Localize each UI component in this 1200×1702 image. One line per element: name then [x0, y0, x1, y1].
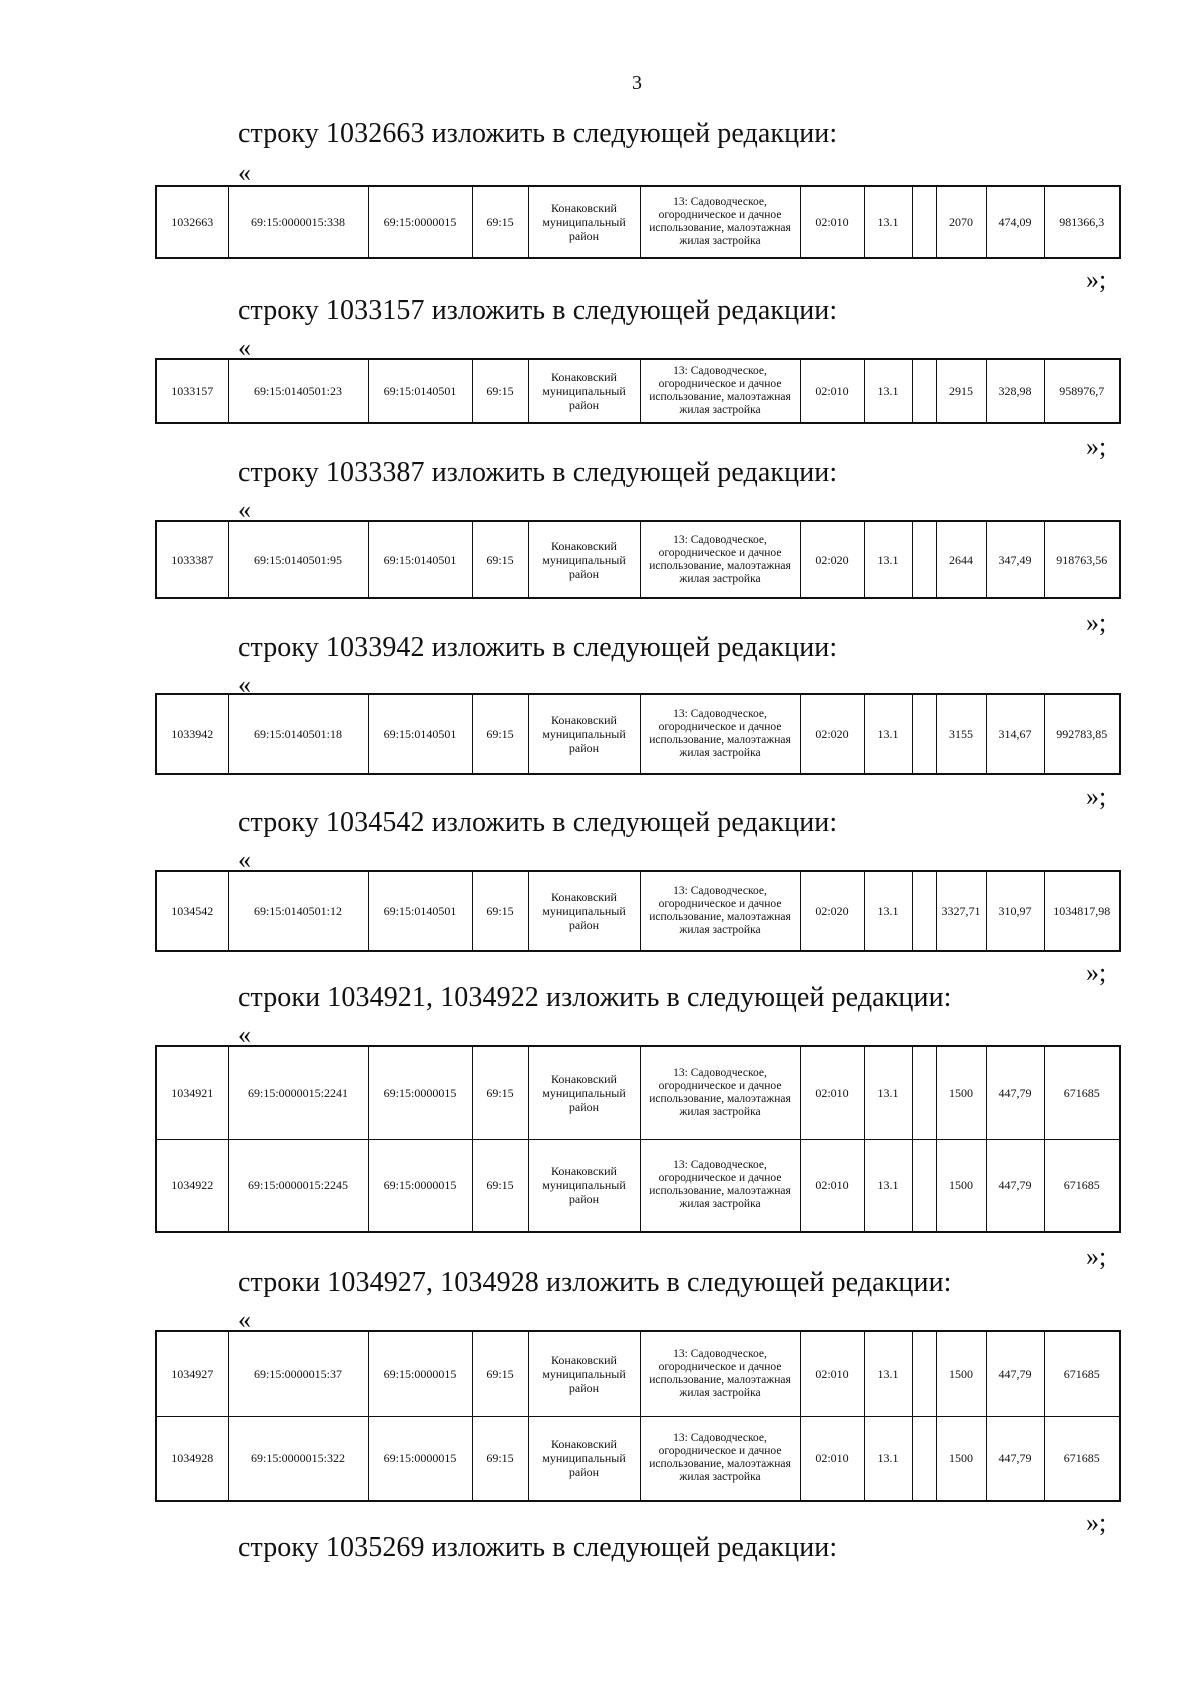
table-cell: 2915 — [936, 359, 986, 423]
table-cell: 13.1 — [864, 186, 912, 258]
opening-quote: « — [238, 670, 251, 699]
table-cell: 69:15 — [472, 1331, 528, 1416]
table-row — [156, 694, 1120, 774]
closing-quote: »; — [1086, 1242, 1107, 1271]
table-cell: 992783,85 — [1044, 694, 1120, 774]
table-cell: Конаковский муниципальный район — [528, 694, 640, 774]
section-heading: строки 1034921, 1034922 изложить в следующей редакции: — [238, 982, 952, 1013]
section-heading: строку 1033942 изложить в следующей редакции: — [238, 632, 838, 663]
table-cell: 02:010 — [800, 1416, 864, 1501]
register-table — [155, 870, 1121, 952]
table-cell: 69:15:0000015:37 — [228, 1331, 368, 1416]
closing-quote: »; — [1086, 265, 1107, 294]
section-heading: строки 1034927, 1034928 изложить в следующей редакции: — [238, 1267, 952, 1298]
register-table — [155, 358, 1121, 424]
table-cell — [912, 1139, 936, 1232]
table-cell: 3155 — [936, 694, 986, 774]
table-cell: 69:15 — [472, 1139, 528, 1232]
closing-quote: »; — [1086, 782, 1107, 811]
table-cell: 69:15 — [472, 694, 528, 774]
table-row — [156, 521, 1120, 598]
opening-quote: « — [238, 1020, 251, 1049]
table-cell: 1500 — [936, 1139, 986, 1232]
table-cell: 13.1 — [864, 1046, 912, 1139]
table-cell: 02:010 — [800, 1139, 864, 1232]
register-table — [155, 1045, 1121, 1233]
table-cell: 13.1 — [864, 359, 912, 423]
page-number: 3 — [632, 72, 642, 94]
table-cell: 69:15 — [472, 186, 528, 258]
table-cell: 69:15:0140501 — [368, 694, 472, 774]
table-cell — [912, 871, 936, 951]
table-cell: 13: Садоводческое, огородническое и дачное использование, малоэтажная жилая застройка — [640, 1046, 800, 1139]
table-cell: 69:15 — [472, 521, 528, 598]
register-table — [155, 693, 1121, 775]
table-cell: 671685 — [1044, 1046, 1120, 1139]
table-cell: 69:15:0000015:2245 — [228, 1139, 368, 1232]
opening-quote: « — [238, 333, 251, 362]
table-cell — [912, 521, 936, 598]
table-cell: 13: Садоводческое, огородническое и дачное использование, малоэтажная жилая застройка — [640, 694, 800, 774]
table-cell: 13: Садоводческое, огородническое и дачное использование, малоэтажная жилая застройка — [640, 1139, 800, 1232]
table-cell: 69:15:0140501:18 — [228, 694, 368, 774]
table-cell: 1500 — [936, 1416, 986, 1501]
table-cell: 69:15:0140501:95 — [228, 521, 368, 598]
table-cell: 1033942 — [156, 694, 228, 774]
table-row — [156, 1139, 1120, 1232]
section-heading: строку 1035269 изложить в следующей редакции: — [238, 1532, 838, 1563]
register-table — [155, 185, 1121, 259]
table-cell: 1034928 — [156, 1416, 228, 1501]
table-cell: 474,09 — [986, 186, 1044, 258]
table-cell: 1034542 — [156, 871, 228, 951]
table-cell: 69:15:0000015:322 — [228, 1416, 368, 1501]
closing-quote: »; — [1086, 608, 1107, 637]
table-cell — [912, 1046, 936, 1139]
table-cell: Конаковский муниципальный район — [528, 1331, 640, 1416]
table-cell: 1033387 — [156, 521, 228, 598]
closing-quote: »; — [1086, 1508, 1107, 1537]
table-row — [156, 359, 1120, 423]
section-heading: строку 1032663 изложить в следующей редакции: — [238, 118, 838, 149]
section-heading: строку 1033157 изложить в следующей редакции: — [238, 295, 838, 326]
closing-quote: »; — [1086, 432, 1107, 461]
table-cell: 347,49 — [986, 521, 1044, 598]
table-cell: 69:15 — [472, 1046, 528, 1139]
table-row — [156, 1046, 1120, 1139]
table-cell: 69:15:0000015:338 — [228, 186, 368, 258]
table-cell: 69:15:0000015 — [368, 1416, 472, 1501]
table-cell: 1032663 — [156, 186, 228, 258]
table-cell: 13: Садоводческое, огородническое и дачное использование, малоэтажная жилая застройка — [640, 521, 800, 598]
table-cell: 69:15 — [472, 871, 528, 951]
table-cell: 958976,7 — [1044, 359, 1120, 423]
table-cell: 13.1 — [864, 694, 912, 774]
table-row — [156, 1331, 1120, 1416]
table-cell: 02:020 — [800, 521, 864, 598]
table-cell: 13: Садоводческое, огородническое и дачное использование, малоэтажная жилая застройка — [640, 1416, 800, 1501]
table-cell: 69:15:0140501 — [368, 871, 472, 951]
table-cell — [912, 186, 936, 258]
table-cell: 13: Садоводческое, огородническое и дачное использование, малоэтажная жилая застройка — [640, 359, 800, 423]
table-cell — [912, 1331, 936, 1416]
table-cell: 69:15:0000015 — [368, 1046, 472, 1139]
table-cell: 2070 — [936, 186, 986, 258]
table-row — [156, 186, 1120, 258]
table-row — [156, 871, 1120, 951]
table-cell: 69:15:0000015:2241 — [228, 1046, 368, 1139]
table-cell: Конаковский муниципальный район — [528, 359, 640, 423]
table-cell: 981366,3 — [1044, 186, 1120, 258]
table-cell: 3327,71 — [936, 871, 986, 951]
table-cell: 314,67 — [986, 694, 1044, 774]
table-cell — [912, 694, 936, 774]
table-cell: 13: Садоводческое, огородническое и дачное использование, малоэтажная жилая застройка — [640, 186, 800, 258]
table-cell: 02:010 — [800, 186, 864, 258]
table-cell: 69:15:0000015 — [368, 186, 472, 258]
table-cell: 447,79 — [986, 1139, 1044, 1232]
table-cell: 1500 — [936, 1331, 986, 1416]
section-heading: строку 1033387 изложить в следующей редакции: — [238, 457, 838, 488]
table-cell: Конаковский муниципальный район — [528, 1046, 640, 1139]
table-cell: Конаковский муниципальный район — [528, 1416, 640, 1501]
table-cell: 1033157 — [156, 359, 228, 423]
table-cell: Конаковский муниципальный район — [528, 521, 640, 598]
table-cell: 02:010 — [800, 359, 864, 423]
register-table — [155, 1330, 1121, 1502]
table-cell: 69:15:0140501:23 — [228, 359, 368, 423]
closing-quote: »; — [1086, 958, 1107, 987]
table-cell: 671685 — [1044, 1139, 1120, 1232]
table-cell: 69:15:0140501:12 — [228, 871, 368, 951]
table-cell: 69:15:0000015 — [368, 1331, 472, 1416]
table-cell: 447,79 — [986, 1046, 1044, 1139]
table-cell: 02:020 — [800, 871, 864, 951]
table-cell: 1034922 — [156, 1139, 228, 1232]
section-heading: строку 1034542 изложить в следующей редакции: — [238, 807, 838, 838]
table-cell: 447,79 — [986, 1416, 1044, 1501]
table-cell: 918763,56 — [1044, 521, 1120, 598]
table-cell: 02:010 — [800, 1331, 864, 1416]
table-cell: 13.1 — [864, 521, 912, 598]
table-cell: 69:15:0000015 — [368, 1139, 472, 1232]
table-cell: 69:15:0140501 — [368, 521, 472, 598]
table-cell: 1034927 — [156, 1331, 228, 1416]
register-table — [155, 520, 1121, 599]
table-cell: 13.1 — [864, 1139, 912, 1232]
table-cell: 671685 — [1044, 1416, 1120, 1501]
table-cell — [912, 1416, 936, 1501]
table-cell — [912, 359, 936, 423]
table-cell: 69:15 — [472, 359, 528, 423]
table-cell: 1500 — [936, 1046, 986, 1139]
opening-quote: « — [238, 495, 251, 524]
table-cell: 2644 — [936, 521, 986, 598]
table-cell: 02:010 — [800, 1046, 864, 1139]
table-cell: 328,98 — [986, 359, 1044, 423]
table-cell: 13.1 — [864, 871, 912, 951]
table-cell: 69:15 — [472, 1416, 528, 1501]
table-cell: 13.1 — [864, 1331, 912, 1416]
table-cell: 1034921 — [156, 1046, 228, 1139]
table-cell: 447,79 — [986, 1331, 1044, 1416]
table-cell: 13: Садоводческое, огородническое и дачное использование, малоэтажная жилая застройка — [640, 871, 800, 951]
table-cell: 13.1 — [864, 1416, 912, 1501]
table-cell: 13: Садоводческое, огородническое и дачное использование, малоэтажная жилая застройка — [640, 1331, 800, 1416]
table-cell: 69:15:0140501 — [368, 359, 472, 423]
table-cell: Конаковский муниципальный район — [528, 186, 640, 258]
opening-quote: « — [238, 845, 251, 874]
opening-quote: « — [238, 158, 251, 187]
table-cell: 310,97 — [986, 871, 1044, 951]
table-row — [156, 1416, 1120, 1501]
table-cell: Конаковский муниципальный район — [528, 1139, 640, 1232]
table-cell: 02:020 — [800, 694, 864, 774]
table-cell: 671685 — [1044, 1331, 1120, 1416]
table-cell: Конаковский муниципальный район — [528, 871, 640, 951]
table-cell: 1034817,98 — [1044, 871, 1120, 951]
opening-quote: « — [238, 1305, 251, 1334]
